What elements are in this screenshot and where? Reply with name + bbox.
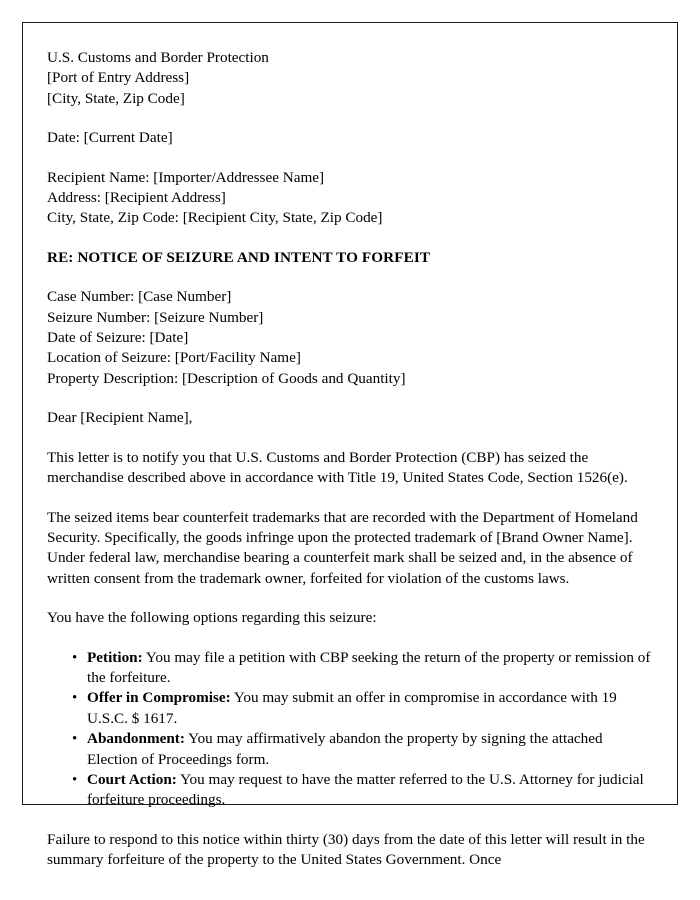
sender-line: [Port of Entry Address] [47,69,190,87]
options-intro: You have the following options regarding this seizure: [47,609,377,627]
case-detail-line: Location of Seizure: [Port/Facility Name] [47,349,301,367]
option-item-offer-in-compromise [87,688,655,729]
sender-line: [City, State, Zip Code] [47,89,185,107]
subject-line: RE: NOTICE OF SEIZURE AND INTENT TO FORFEIT [47,248,431,266]
body-paragraph-1: This letter is to notify you that U.S. Customs and Border Protection (CBP) has seized the merchandise described above in accordance with Title 19, United States Code, Section 1526(e). [47,448,628,487]
body-paragraph-3: Failure to respond to this notice within thirty (30) days from the date of this letter will result in the summary forfeiture of the property to the United States Government. Once [47,830,645,869]
recipient-line: Recipient Name: [Importer/Addressee Name] [47,168,325,186]
body-paragraph-2: The seized items bear counterfeit trademarks that are recorded with the Department of Homeland Security. Specifically, the goods infringe upon the protected trademark of [Brand Owner Name]. Under federal law, merchandise bearing a counterfeit mark shall be seized and, in the absence of written consent from the trademark owner, forfeited for violation of the customs laws. [47,508,638,587]
option-text: You may file a petition with CBP seeking the return of the property or remission of the forfeiture. [87,648,651,686]
option-item-petition [87,648,655,689]
option-label: Abandonment: [87,730,185,748]
option-text: You may affirmatively abandon the property by signing the attached Election of Proceedings form. [87,730,603,768]
case-detail-line: Date of Seizure: [Date] [47,329,189,347]
case-detail-line: Case Number: [Case Number] [47,288,232,306]
recipient-line: Address: [Recipient Address] [47,189,226,207]
case-detail-line: Property Description: [Description of Goods and Quantity] [47,369,406,387]
option-item-abandonment [87,729,655,770]
document-body [47,48,655,890]
salutation: Dear [Recipient Name], [47,409,193,427]
document-page [22,22,678,869]
option-label: Offer in Compromise: [87,689,231,707]
sender-address-block [47,48,655,109]
recipient-line: City, State, Zip Code: [Recipient City, State, Zip Code] [47,209,383,227]
recipient-address-block [47,168,655,229]
option-text: You may submit an offer in compromise in accordance with 19 U.S.C. $ 1617. [87,689,617,727]
option-item-court-action [87,770,655,811]
case-detail-line: Seizure Number: [Seizure Number] [47,308,264,326]
option-label: Court Action: [87,770,177,788]
option-label: Petition: [87,648,143,666]
option-text: You may request to have the matter referred to the U.S. Attorney for judicial forfeiture proceedings. [87,770,644,809]
options-list [47,648,655,811]
case-details-block [47,287,655,389]
date-block [47,128,655,148]
sender-line: U.S. Customs and Border Protection [47,49,269,66]
date-line: Date: [Current Date] [47,129,173,147]
